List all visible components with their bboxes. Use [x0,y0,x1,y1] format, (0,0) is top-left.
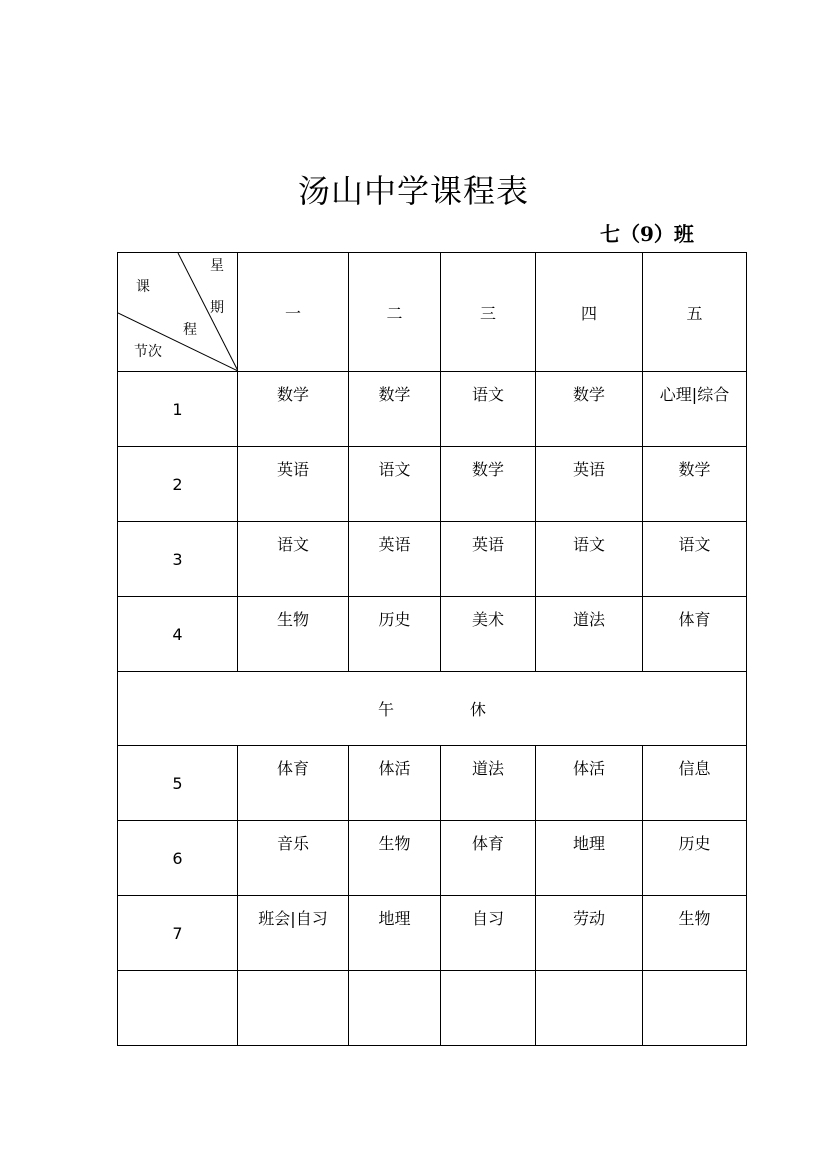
subject-cell: 体育 [643,597,747,672]
day-header-mon: 一 [238,253,349,372]
subject-cell: 语文 [238,522,349,597]
subject-cell [238,971,349,1046]
subject-cell: 美术 [441,597,536,672]
period-row [118,821,747,896]
subject-cell: 班会|自习 [238,896,349,971]
subject-cell: 英语 [441,522,536,597]
subject-cell: 历史 [349,597,441,672]
period-row [118,896,747,971]
subject-cell: 数学 [238,372,349,447]
subject-cell: 语文 [349,447,441,522]
subject-cell: 数学 [536,372,643,447]
period-row [118,971,747,1046]
subject-cell: 语文 [441,372,536,447]
subject-cell: 地理 [349,896,441,971]
subject-cell: 英语 [349,522,441,597]
subject-cell: 数学 [643,447,747,522]
period-row [118,746,747,821]
corner-label-ke: 课 [136,279,150,295]
subject-cell: 生物 [238,597,349,672]
header-row [118,253,747,372]
subject-cell: 自习 [441,896,536,971]
period-number: 5 [118,746,238,821]
lunch-row [118,672,747,746]
schedule-table [117,252,747,1046]
period-number: 7 [118,896,238,971]
corner-label-jieci: 节次 [134,344,162,360]
period-row [118,447,747,522]
subject-cell: 地理 [536,821,643,896]
period-number: 1 [118,372,238,447]
day-header-tue: 二 [349,253,441,372]
subject-cell: 英语 [536,447,643,522]
class-name: 七（9）班 [600,222,694,246]
subject-cell [536,971,643,1046]
subject-cell [441,971,536,1046]
lunch-label-wu: 午 [377,700,394,719]
subject-cell [643,971,747,1046]
period-row [118,522,747,597]
subject-cell: 数学 [441,447,536,522]
period-number [118,971,238,1046]
subject-cell: 体活 [536,746,643,821]
subject-cell: 劳动 [536,896,643,971]
subject-cell: 音乐 [238,821,349,896]
subject-cell: 语文 [643,522,747,597]
period-number: 4 [118,597,238,672]
subject-cell: 历史 [643,821,747,896]
subject-cell: 信息 [643,746,747,821]
corner-cell [118,253,238,372]
lunch-label-xiu: 休 [470,700,487,719]
subject-cell: 生物 [349,821,441,896]
subject-cell: 体育 [441,821,536,896]
subject-cell: 数学 [349,372,441,447]
period-row [118,597,747,672]
subject-cell: 英语 [238,447,349,522]
period-number: 2 [118,447,238,522]
corner-label-cheng: 程 [183,322,197,338]
subject-cell: 体育 [238,746,349,821]
subject-cell: 心理|综合 [643,372,747,447]
period-row [118,372,747,447]
period-number: 3 [118,522,238,597]
lunch-break-cell [118,672,747,746]
corner-label-qi: 期 [210,300,224,316]
subject-cell: 道法 [536,597,643,672]
subject-cell [349,971,441,1046]
day-header-thu: 四 [536,253,643,372]
period-number: 6 [118,821,238,896]
day-header-fri: 五 [643,253,747,372]
page-title: 汤山中学课程表 [297,172,529,210]
subject-cell: 道法 [441,746,536,821]
subject-cell: 语文 [536,522,643,597]
subject-cell: 体活 [349,746,441,821]
day-header-wed: 三 [441,253,536,372]
subject-cell: 生物 [643,896,747,971]
corner-label-xing: 星 [210,258,224,274]
